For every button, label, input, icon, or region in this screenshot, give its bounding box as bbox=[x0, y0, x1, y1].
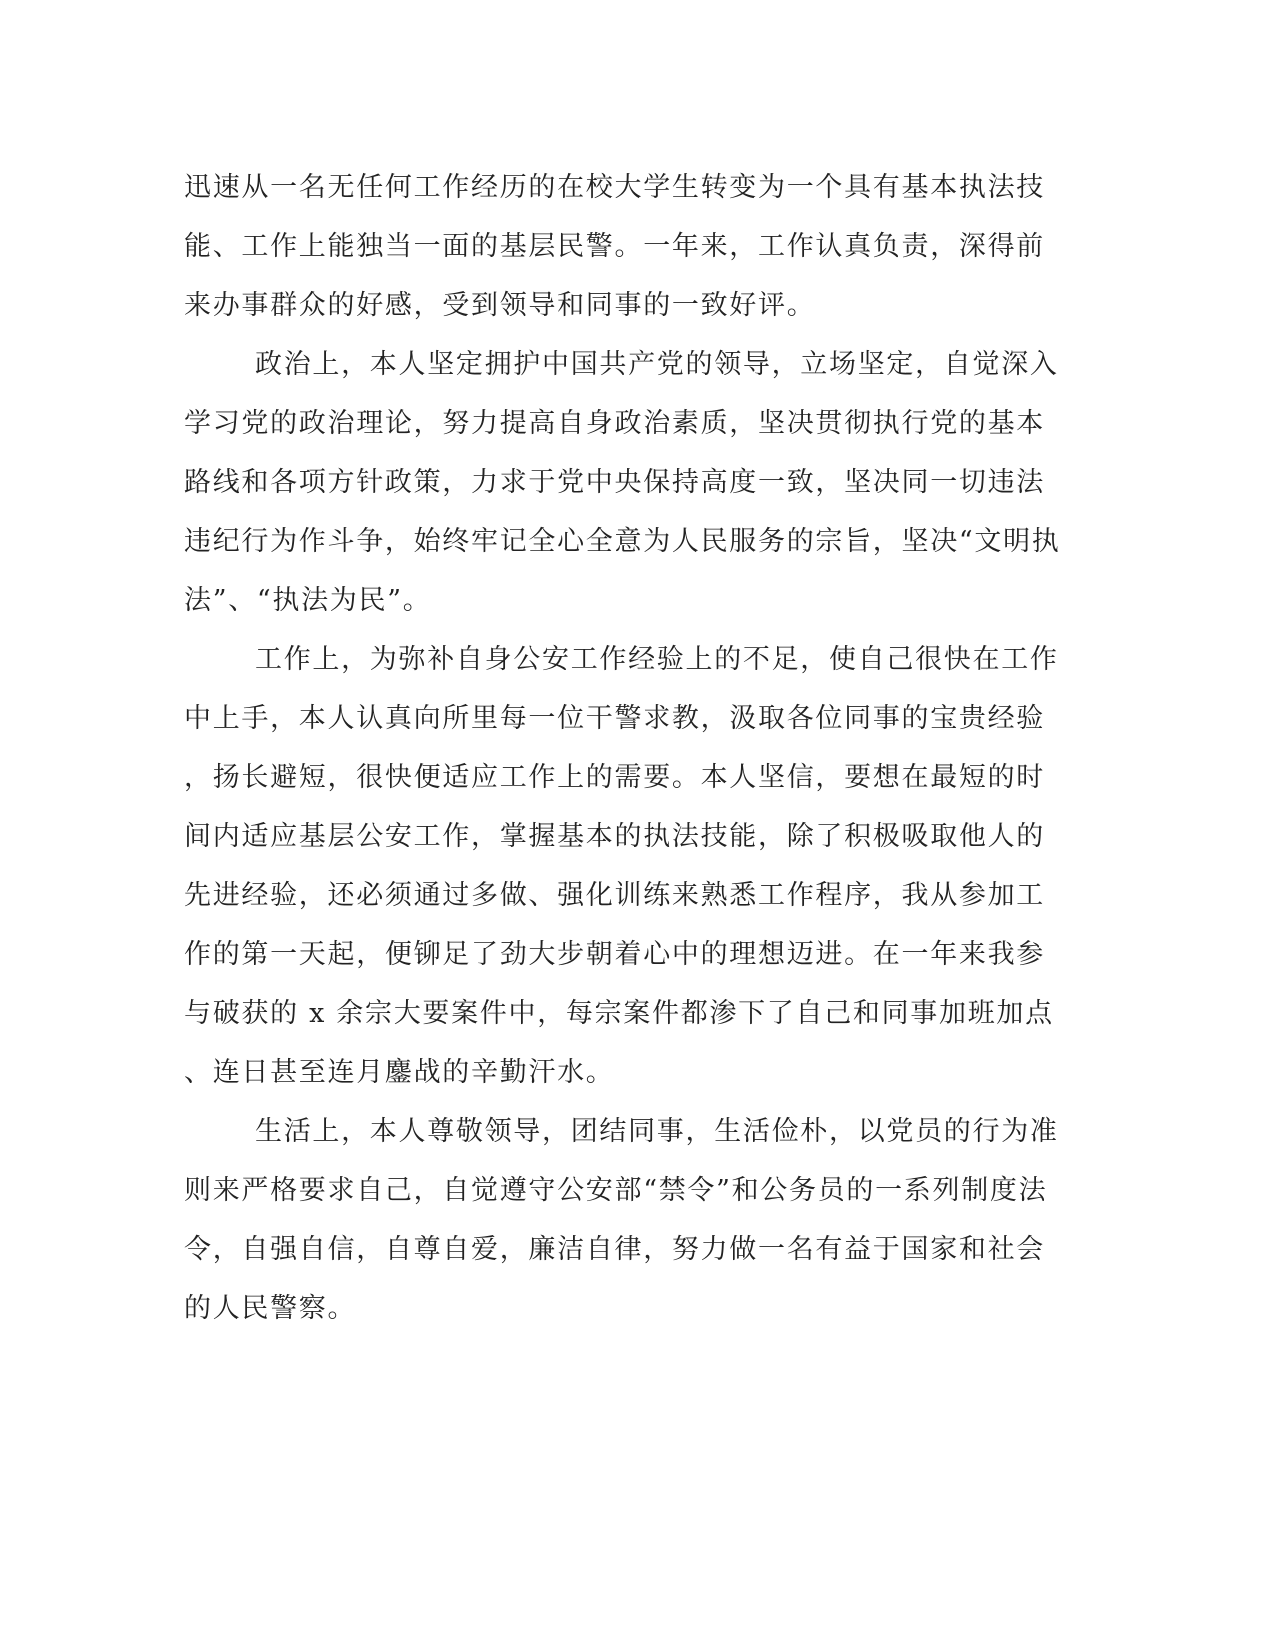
text-line: 能、工作上能独当一面的基层民警。一年来，工作认真负责，深得前 bbox=[184, 231, 1045, 262]
text-line: 先进经验，还必须通过多做、强化训练来熟悉工作程序，我从参加工 bbox=[184, 880, 1045, 911]
text-line: 违纪行为作斗争，始终牢记全心全意为人民服务的宗旨，坚决“文明执 bbox=[184, 526, 1061, 557]
paragraph-1 bbox=[184, 158, 1045, 335]
text-line: 的人民警察。 bbox=[184, 1293, 357, 1324]
text-line: 学习党的政治理论，努力提高自身政治素质，坚决贯彻执行党的基本 bbox=[184, 408, 1045, 439]
document-body bbox=[184, 158, 1061, 1338]
text-line: 间内适应基层公安工作，掌握基本的执法技能，除了积极吸取他人的 bbox=[184, 821, 1045, 852]
text-line: 迅速从一名无任何工作经历的在校大学生转变为一个具有基本执法技 bbox=[184, 172, 1045, 203]
text-line: 法”、“执法为民”。 bbox=[184, 585, 432, 616]
text-line: 中上手，本人认真向所里每一位干警求教，汲取各位同事的宝贵经验 bbox=[184, 703, 1045, 734]
text-line: 与破获的 x 余宗大要案件中，每宗案件都渗下了自己和同事加班加点 bbox=[184, 998, 1054, 1029]
text-line: 则来严格要求自己，自觉遵守公安部“禁令”和公务员的一系列制度法 bbox=[184, 1175, 1048, 1206]
text-line: 来办事群众的好感，受到领导和同事的一致好评。 bbox=[184, 290, 816, 321]
text-line: 、连日甚至连月鏖战的辛勤汗水。 bbox=[184, 1057, 615, 1088]
paragraph-2 bbox=[184, 335, 1061, 630]
text-line: 工作上，为弥补自身公安工作经验上的不足，使自己很快在工作 bbox=[255, 644, 1059, 675]
text-line: 令，自强自信，自尊自爱，廉洁自律，努力做一名有益于国家和社会 bbox=[184, 1234, 1045, 1265]
paragraph-4 bbox=[184, 1102, 1059, 1338]
text-line: ，扬长避短，很快便适应工作上的需要。本人坚信，要想在最短的时 bbox=[184, 762, 1045, 793]
text-line: 政治上，本人坚定拥护中国共产党的领导，立场坚定，自觉深入 bbox=[255, 349, 1059, 380]
text-line: 路线和各项方针政策，力求于党中央保持高度一致，坚决同一切违法 bbox=[184, 467, 1045, 498]
text-line: 作的第一天起，便铆足了劲大步朝着心中的理想迈进。在一年来我参 bbox=[184, 939, 1045, 970]
paragraph-3 bbox=[184, 630, 1059, 1102]
text-line: 生活上，本人尊敬领导，团结同事，生活俭朴，以党员的行为准 bbox=[255, 1116, 1059, 1147]
